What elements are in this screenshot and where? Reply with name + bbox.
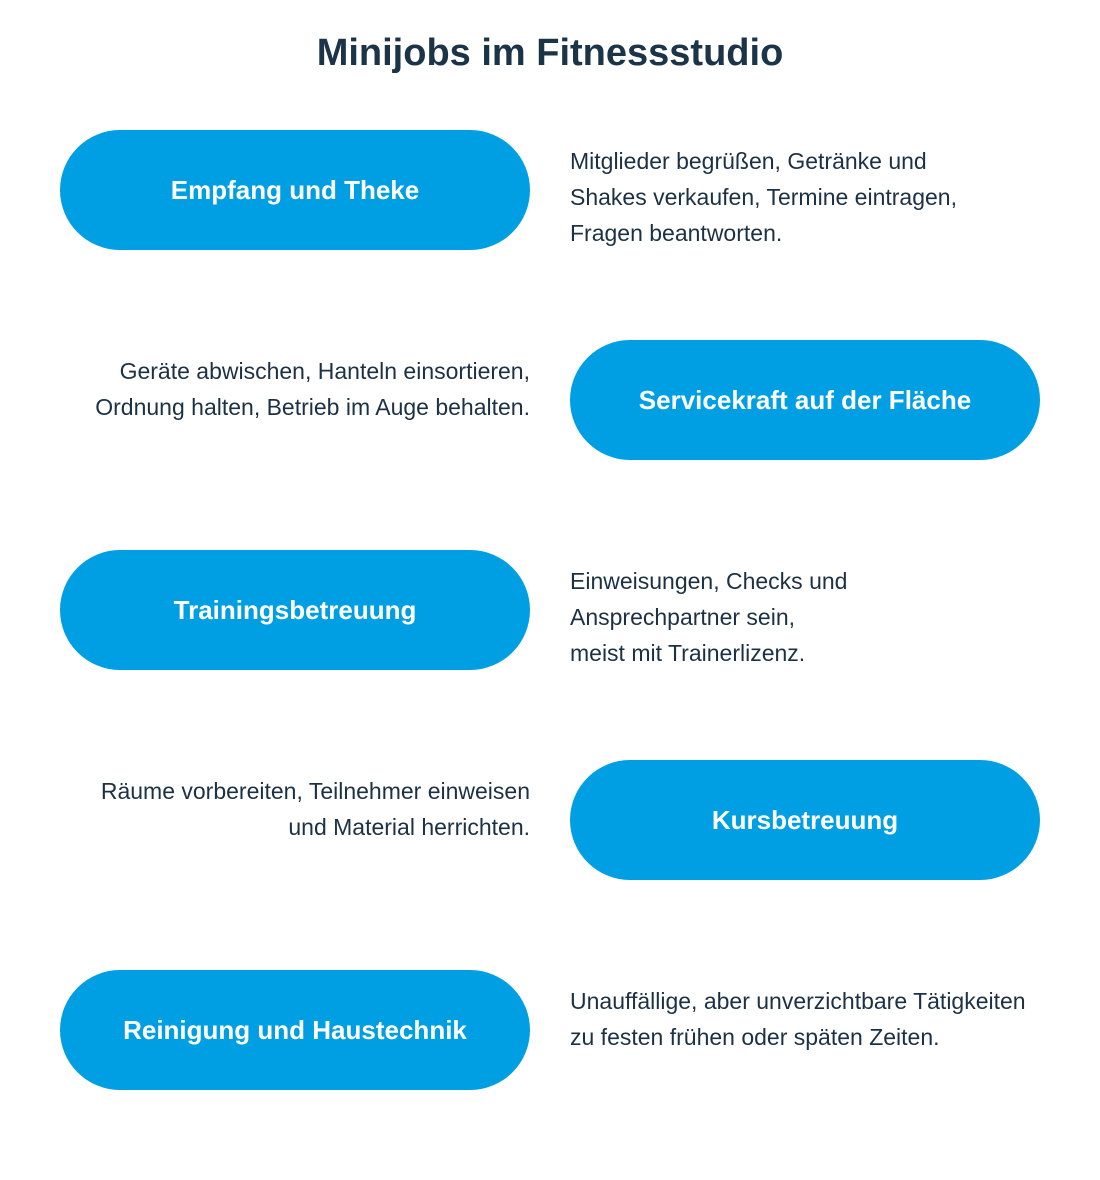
job-description-empfang (570, 143, 1090, 251)
job-pill-empfang: Empfang und Theke (60, 130, 530, 250)
description-line: Unauffällige, aber unverzichtbare Tätigkeiten (570, 988, 1026, 1014)
job-description-kursbetreuung (40, 773, 530, 845)
description-line: Ordnung halten, Betrieb im Auge behalten. (95, 394, 530, 420)
description-line: Fragen beantworten. (570, 220, 783, 246)
description-line: Geräte abwischen, Hanteln einsortieren, (119, 358, 530, 384)
job-description-trainingsbetreuung (570, 563, 1090, 671)
description-line: Shakes verkaufen, Termine eintragen, (570, 184, 957, 210)
job-pill-servicekraft: Servicekraft auf der Fläche (570, 340, 1040, 460)
job-description-reinigung (570, 983, 1090, 1055)
job-pill-reinigung: Reinigung und Haustechnik (60, 970, 530, 1090)
description-line: Mitglieder begrüßen, Getränke und (570, 148, 927, 174)
description-line: und Material herrichten. (288, 814, 530, 840)
description-line: zu festen frühen oder späten Zeiten. (570, 1024, 940, 1050)
job-description-servicekraft (40, 353, 530, 425)
description-line: meist mit Trainerlizenz. (570, 640, 806, 666)
page-title: Minijobs im Fitnessstudio (316, 32, 784, 74)
description-line: Einweisungen, Checks und (570, 568, 848, 594)
description-line: Räume vorbereiten, Teilnehmer einweisen (100, 778, 530, 804)
job-pill-kursbetreuung: Kursbetreuung (570, 760, 1040, 880)
description-line: Ansprechpartner sein, (570, 604, 796, 630)
job-pill-trainingsbetreuung: Trainingsbetreuung (60, 550, 530, 670)
